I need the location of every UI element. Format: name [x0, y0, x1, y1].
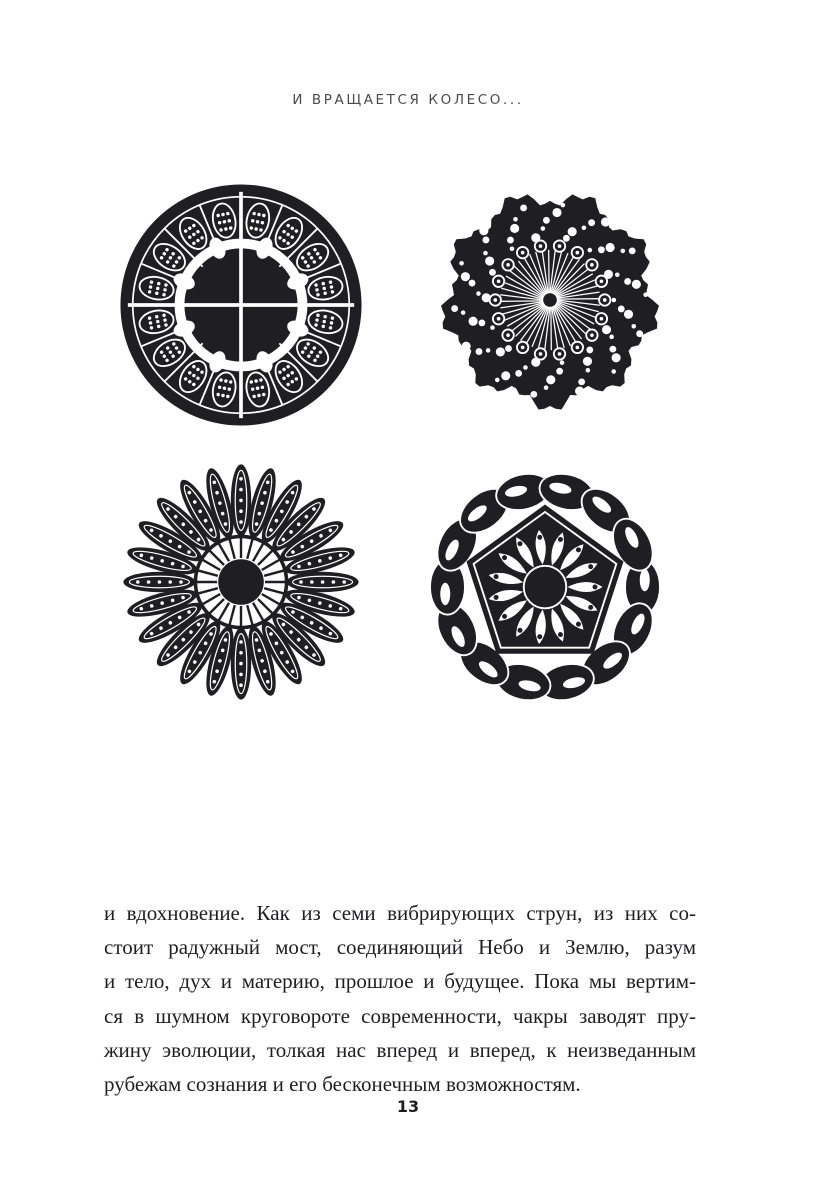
text-line: рубежам сознания и его бесконечным возможностям.	[104, 1072, 581, 1097]
page-number: 13	[396, 1097, 420, 1116]
pentagon-flower-icon	[420, 462, 670, 712]
wheel-mandala-icon	[118, 182, 364, 428]
body-paragraph	[104, 896, 696, 1101]
text-line: жину эволюции, толкая нас вперед и вперед, к неизведанным	[104, 1037, 696, 1062]
running-title: И ВРАЩАЕТСЯ КОЛЕСО...	[292, 92, 524, 108]
text-line: и тело, дух и материю, прошлое и будущее. Пока мы вертим-	[104, 969, 696, 994]
petal-rosette-icon	[121, 462, 361, 702]
text-line: стоит радужный мост, соединяющий Небо и Землю, разум	[104, 935, 696, 960]
frilled-flower-icon	[436, 186, 664, 414]
text-line: ся в шумном круговороте современности, чакры заводят пру-	[104, 1003, 696, 1028]
text-line: и вдохновение. Как из семи вибрирующих струн, из них со-	[104, 901, 696, 925]
